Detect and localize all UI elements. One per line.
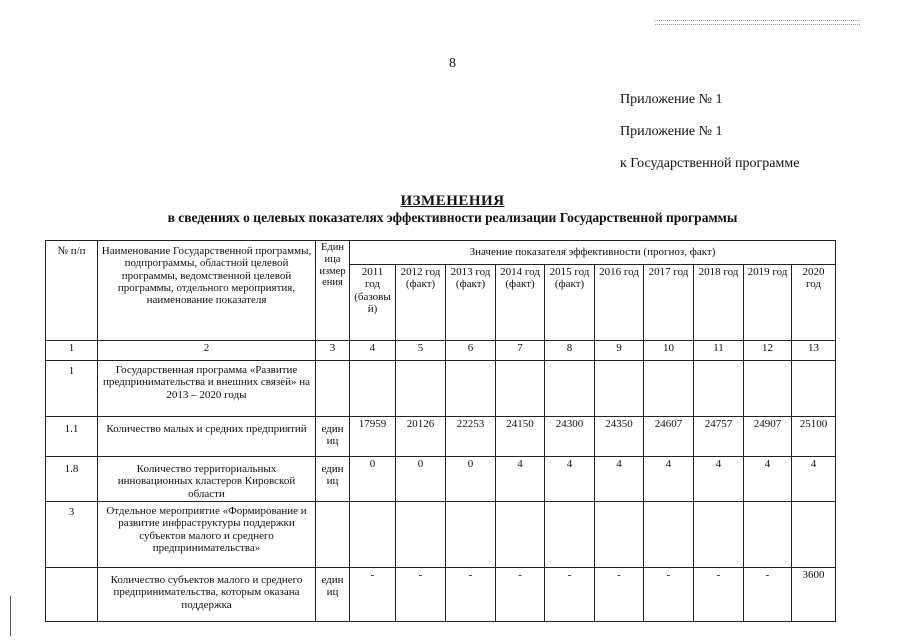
row-value (595, 501, 644, 567)
row-value: 3600 (792, 567, 836, 621)
header-values-group: Значение показателя эффективности (прогноз, факт) (350, 241, 836, 265)
row-num: 3 (46, 501, 98, 567)
header-num: № п/п (46, 241, 98, 341)
header-year: 2017 год (644, 265, 694, 341)
table-row (46, 361, 836, 417)
row-value: 20126 (396, 417, 446, 457)
row-value (694, 361, 744, 417)
row-value: - (595, 567, 644, 621)
row-value: 22253 (446, 417, 496, 457)
document-subtitle: в сведениях о целевых показателях эффективности реализации Государственной программы (167, 210, 738, 225)
column-number: 2 (98, 341, 316, 361)
row-value: 4 (744, 457, 792, 502)
row-value: 24757 (694, 417, 744, 457)
row-name: Количество территориальных инновационных кластеров Кировской области (98, 457, 316, 502)
row-value: 0 (446, 457, 496, 502)
row-value (496, 361, 545, 417)
row-value (644, 361, 694, 417)
row-value: 4 (545, 457, 595, 502)
row-value (595, 361, 644, 417)
row-value: 24907 (744, 417, 792, 457)
row-num (46, 567, 98, 621)
table-row (46, 567, 836, 621)
row-value (446, 501, 496, 567)
row-name: Количество субъектов малого и среднего предпринимательства, которым оказана поддержка (98, 567, 316, 621)
row-num: 1.1 (46, 417, 98, 457)
column-number: 7 (496, 341, 545, 361)
row-name: Количество малых и средних предприятий (98, 417, 316, 457)
row-value: - (694, 567, 744, 621)
row-value: 4 (496, 457, 545, 502)
column-number: 11 (694, 341, 744, 361)
row-value: 24607 (644, 417, 694, 457)
row-value (396, 361, 446, 417)
column-number: 4 (350, 341, 396, 361)
header-year: 2013 год (факт) (446, 265, 496, 341)
row-value: 4 (595, 457, 644, 502)
row-value: - (496, 567, 545, 621)
row-unit: единиц (316, 417, 350, 457)
row-value: - (446, 567, 496, 621)
row-value: 4 (792, 457, 836, 502)
column-number: 5 (396, 341, 446, 361)
row-value: 4 (644, 457, 694, 502)
row-value (396, 501, 446, 567)
indicators-table (45, 240, 836, 622)
row-value: 24300 (545, 417, 595, 457)
header-row-1 (46, 241, 836, 265)
row-name: Отдельное мероприятие «Формирование и развитие инфраструктуры поддержки субъектов малого и среднего предпринимательства» (98, 501, 316, 567)
row-value: 17959 (350, 417, 396, 457)
scan-artifact-line (655, 20, 860, 21)
column-number: 13 (792, 341, 836, 361)
row-value: - (350, 567, 396, 621)
row-value: 4 (694, 457, 744, 502)
row-value (644, 501, 694, 567)
column-number-row (46, 341, 836, 361)
row-value: - (744, 567, 792, 621)
row-num: 1 (46, 361, 98, 417)
appendix-line-3: к Государственной программе (620, 156, 800, 171)
row-value (792, 361, 836, 417)
column-number: 3 (316, 341, 350, 361)
header-year: 2018 год (694, 265, 744, 341)
scan-artifact-line (655, 24, 860, 25)
document-title: ИЗМЕНЕНИЯ (400, 193, 505, 209)
table-row (46, 501, 836, 567)
header-year: 2020 год (792, 265, 836, 341)
row-value: 0 (396, 457, 446, 502)
row-unit (316, 361, 350, 417)
column-number: 9 (595, 341, 644, 361)
row-unit: единиц (316, 457, 350, 502)
row-value: 25100 (792, 417, 836, 457)
row-value: - (644, 567, 694, 621)
column-number: 6 (446, 341, 496, 361)
row-value (792, 501, 836, 567)
row-value (446, 361, 496, 417)
row-value: 24350 (595, 417, 644, 457)
row-value: - (396, 567, 446, 621)
table-row (46, 457, 836, 502)
appendix-line-1: Приложение № 1 (620, 92, 723, 107)
header-year: 2015 год (факт) (545, 265, 595, 341)
row-value (694, 501, 744, 567)
row-unit: единиц (316, 567, 350, 621)
table-row (46, 417, 836, 457)
row-unit (316, 501, 350, 567)
row-value (744, 361, 792, 417)
page-number: 8 (449, 56, 456, 71)
row-value: 24150 (496, 417, 545, 457)
row-value (350, 501, 396, 567)
header-year: 2016 год (595, 265, 644, 341)
header-year: 2011 год (базовый) (350, 265, 396, 341)
row-value: - (545, 567, 595, 621)
column-number: 12 (744, 341, 792, 361)
header-unit: Единица измерения (316, 241, 350, 341)
row-value: 0 (350, 457, 396, 502)
row-value (744, 501, 792, 567)
header-name: Наименование Государственной программы, подпрограммы, областной целевой программы, ведомственной целевой программы, отдельного мероприятия, наименование показателя (98, 241, 316, 341)
row-value (545, 501, 595, 567)
column-number: 1 (46, 341, 98, 361)
row-value (350, 361, 396, 417)
row-name: Государственная программа «Развитие предпринимательства и внешних связей» на 2013 – 2020 годы (98, 361, 316, 417)
row-value (496, 501, 545, 567)
appendix-line-2: Приложение № 1 (620, 124, 723, 139)
header-year: 2019 год (744, 265, 792, 341)
row-value (545, 361, 595, 417)
scan-edge-mark (10, 596, 11, 636)
row-num: 1.8 (46, 457, 98, 502)
header-year: 2014 год (факт) (496, 265, 545, 341)
column-number: 8 (545, 341, 595, 361)
header-year: 2012 год (факт) (396, 265, 446, 341)
column-number: 10 (644, 341, 694, 361)
